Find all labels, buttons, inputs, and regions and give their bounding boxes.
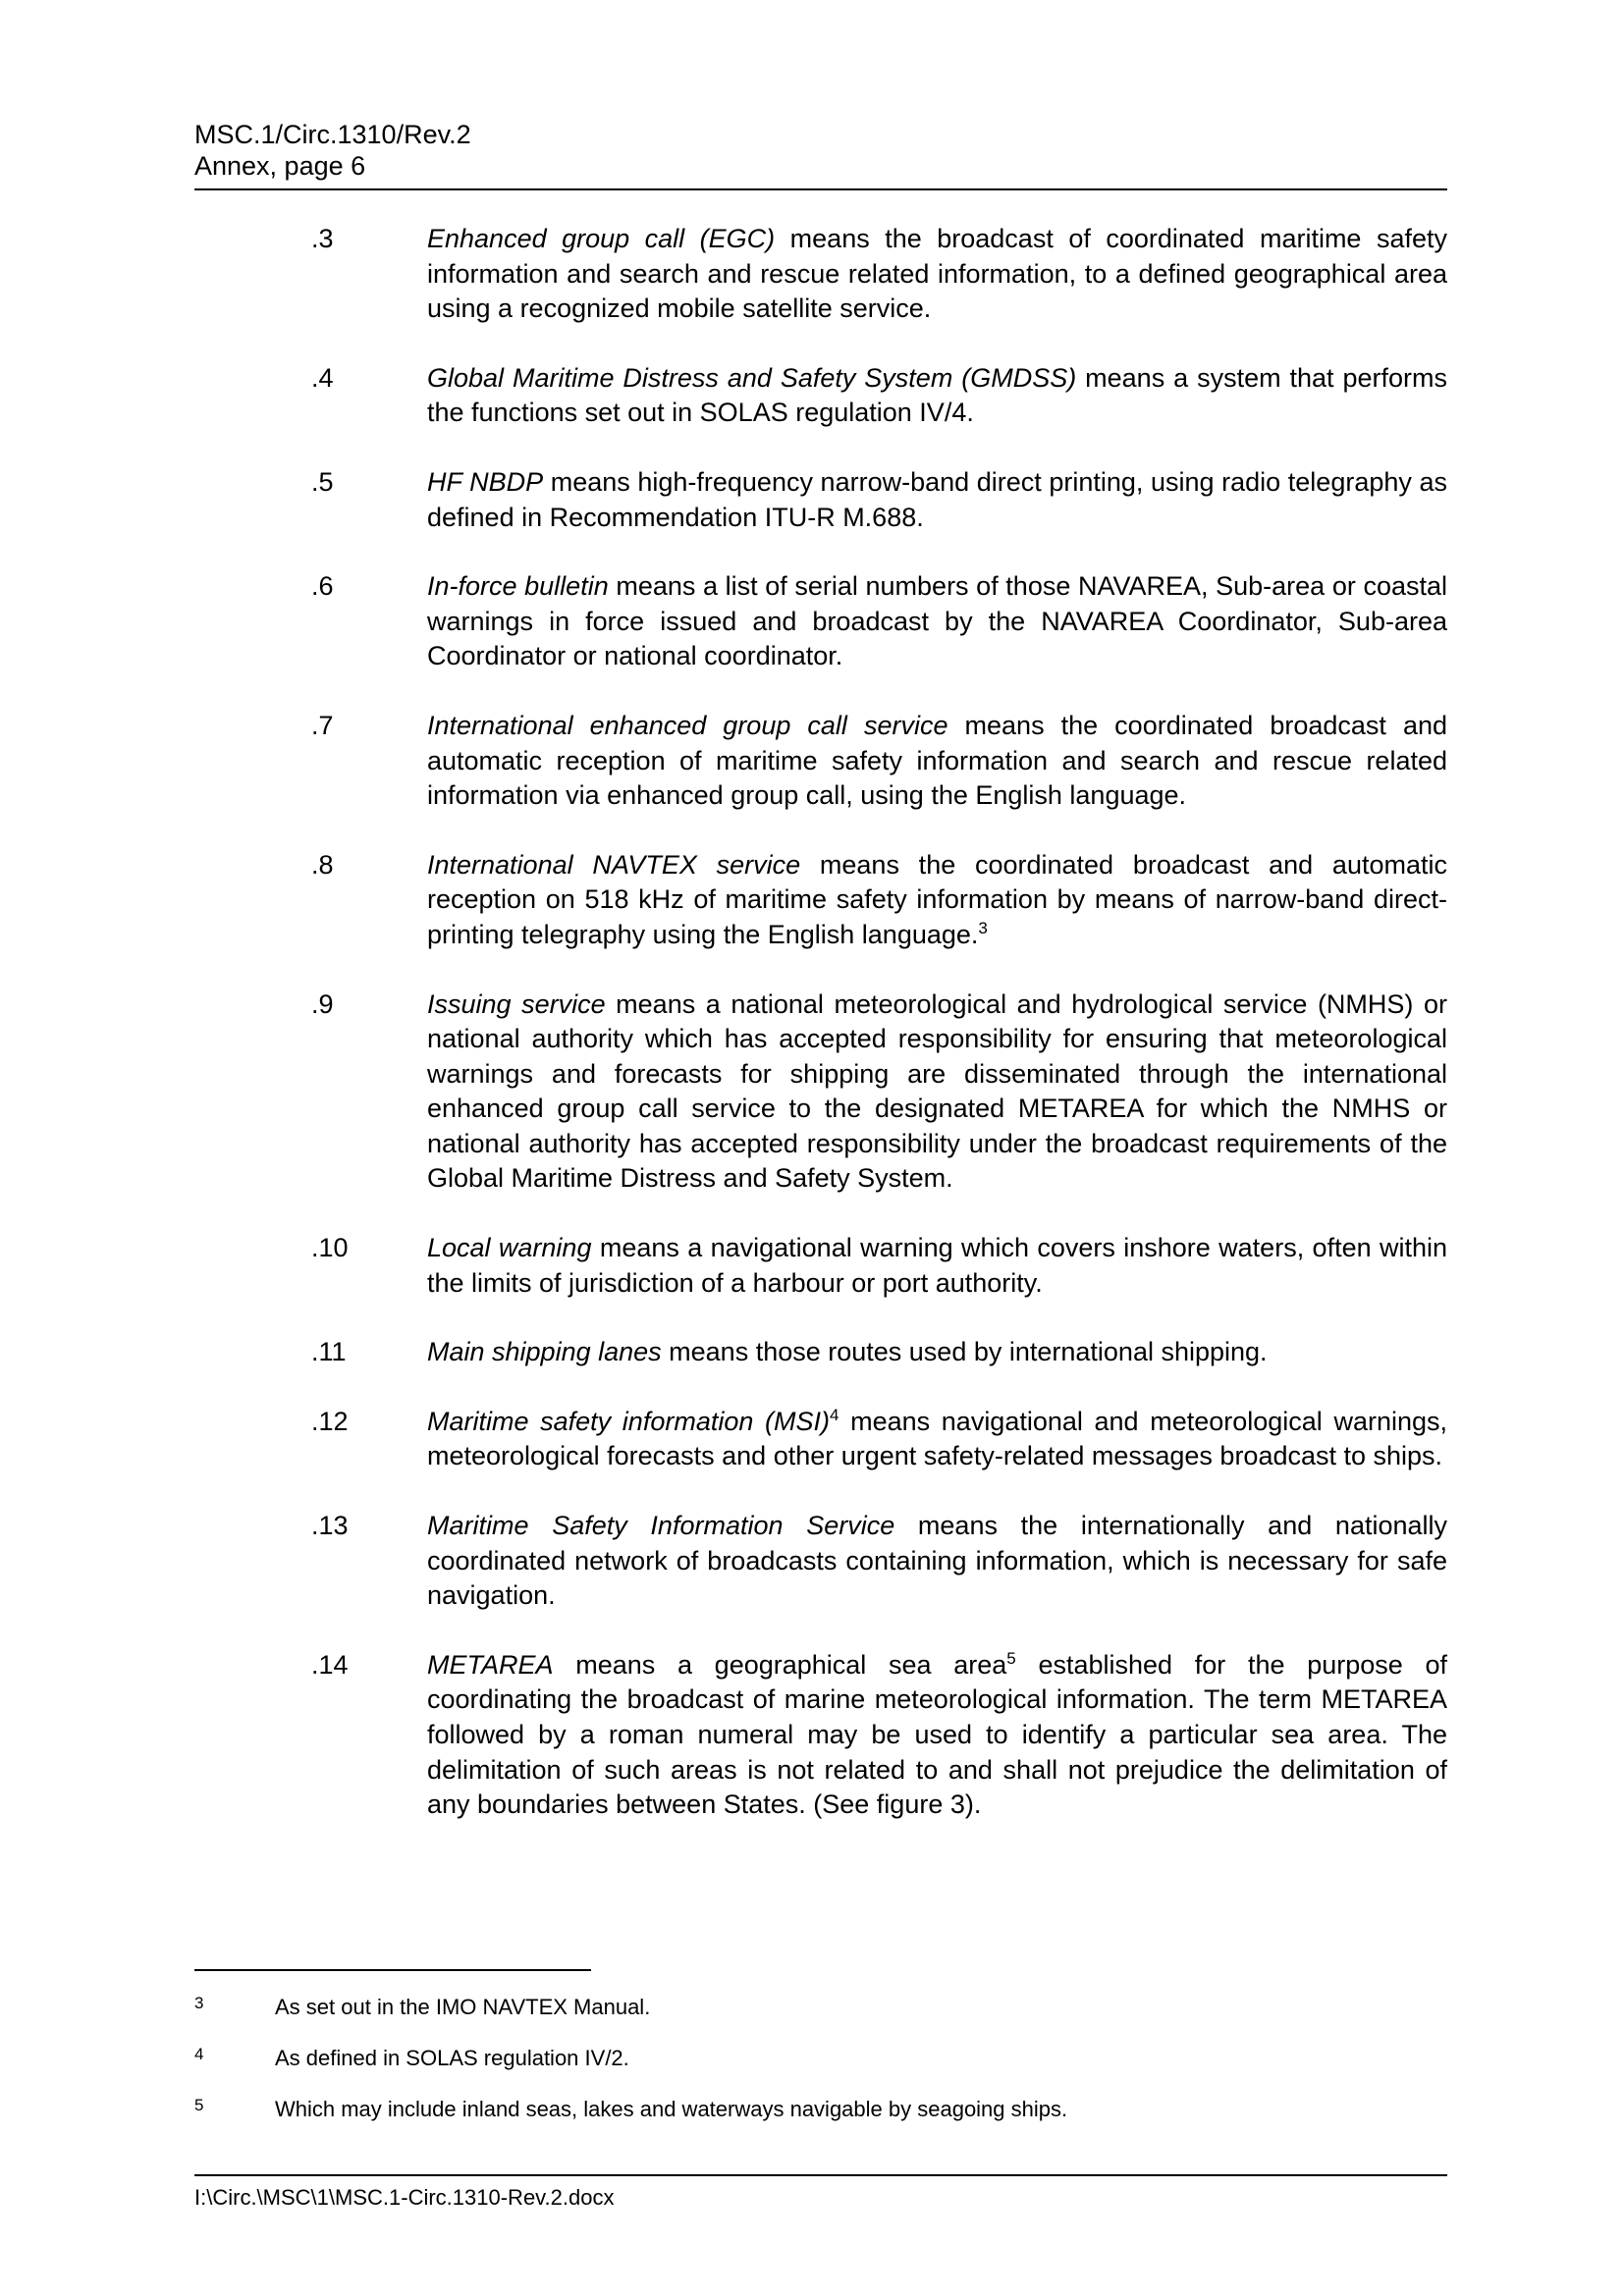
definition-term: METAREA bbox=[427, 1649, 554, 1680]
definition-body: means a navigational warning which covers inshore waters, often within the limits of jurisdiction of a harbour or port authority. bbox=[427, 1233, 1447, 1298]
definition-number: .3 bbox=[311, 224, 334, 253]
definition-text bbox=[427, 709, 1447, 814]
definition-text bbox=[427, 569, 1447, 674]
definition-item bbox=[194, 848, 1447, 953]
definition-body: means a national meteorological and hydrological service (NMHS) or national authority which has accepted responsibility for ensuring that meteorological warnings and forecasts for shipping are disseminated through the international enhanced group call service to the designated METAREA for which the NMHS or national authority has accepted responsibility under the broadcast requirements of the Global Maritime Distress and Safety System. bbox=[427, 988, 1447, 1194]
definition-term: Maritime Safety Information Service bbox=[427, 1511, 895, 1541]
definition-item bbox=[194, 569, 1447, 674]
definition-number: .4 bbox=[311, 362, 334, 393]
definition-text bbox=[427, 848, 1447, 953]
definition-item bbox=[194, 1648, 1447, 1823]
definition-text bbox=[427, 988, 1447, 1198]
definition-number: .13 bbox=[311, 1511, 349, 1541]
page-header bbox=[194, 119, 1447, 182]
definition-term: International NAVTEX service bbox=[427, 849, 801, 880]
definition-term: Local warning bbox=[427, 1233, 592, 1263]
definition-body-continued: means navigational and meteorological warnings, meteorological forecasts and other urgent safety-related messages broadcast to ships. bbox=[427, 1406, 1447, 1471]
definition-term: Global Maritime Distress and Safety System (GMDSS) bbox=[427, 362, 1077, 393]
definition-body: means a geographical sea area bbox=[553, 1649, 1007, 1680]
definition-text bbox=[427, 1405, 1447, 1474]
definition-text bbox=[427, 1648, 1447, 1823]
definition-term: Maritime safety information (MSI) bbox=[427, 1406, 830, 1436]
footnote-text: As defined in SOLAS regulation IV/2. bbox=[275, 2046, 629, 2070]
definition-number: .14 bbox=[311, 1649, 349, 1680]
definition-number: .10 bbox=[311, 1233, 349, 1263]
definition-text bbox=[427, 465, 1447, 535]
definition-item bbox=[194, 988, 1447, 1198]
definition-body: means the coordinated broadcast and automatic reception on 518 kHz of maritime safety information by means of narrow-band direct-printing telegraphy using the English language. bbox=[427, 849, 1447, 949]
definition-item bbox=[194, 1509, 1447, 1614]
footnote bbox=[194, 2046, 1447, 2071]
definition-body: means the broadcast of coordinated maritime safety information and search and rescue related information, to a defined geographical area using a recognized mobile satellite service. bbox=[427, 224, 1447, 324]
footnote bbox=[194, 2097, 1447, 2122]
definition-item bbox=[194, 361, 1447, 431]
footnote bbox=[194, 1995, 1447, 2020]
definition-item bbox=[194, 709, 1447, 814]
definition-text bbox=[427, 1335, 1447, 1370]
definition-number: .9 bbox=[311, 988, 334, 1019]
definition-term: In-force bulletin bbox=[427, 571, 609, 602]
definition-text bbox=[427, 222, 1447, 327]
definition-body: means a list of serial numbers of those NAVAREA, Sub-area or coastal warnings in force issued and broadcast by the NAVAREA Coordinator, Sub-area Coordinator or national coordinator. bbox=[427, 571, 1447, 671]
footnote-mark: 4 bbox=[194, 2045, 204, 2063]
definition-text bbox=[427, 1509, 1447, 1614]
definition-term: Main shipping lanes bbox=[427, 1337, 662, 1367]
footnote-text: As set out in the IMO NAVTEX Manual. bbox=[275, 1995, 651, 2019]
definition-body-continued: established for the purpose of coordinating the broadcast of marine meteorological information. The term METAREA followed by a roman numeral may be used to identify a particular sea area. The delimitation of such areas is not related to and shall not prejudice the delimitation of any boundaries between States. (See figure 3). bbox=[427, 1649, 1447, 1820]
definition-item bbox=[194, 465, 1447, 535]
footnote-reference[interactable]: 3 bbox=[978, 918, 988, 937]
definition-item bbox=[194, 222, 1447, 327]
header-divider bbox=[194, 188, 1447, 190]
definition-body: means a system that performs the functions set out in SOLAS regulation IV/4. bbox=[427, 362, 1447, 428]
definition-text bbox=[427, 1231, 1447, 1301]
page-label: Annex, page 6 bbox=[194, 151, 366, 181]
definition-item bbox=[194, 1231, 1447, 1301]
footnote-mark: 3 bbox=[194, 1994, 204, 2012]
definition-number: .5 bbox=[311, 466, 334, 497]
definition-number: .6 bbox=[311, 571, 334, 602]
definition-term: Enhanced group call (EGC) bbox=[427, 224, 776, 253]
definition-body: means high-frequency narrow-band direct printing, using radio telegraphy as defined in Recommendation ITU-R M.688. bbox=[427, 466, 1447, 532]
definitions-list bbox=[194, 222, 1447, 1857]
footnote-reference[interactable]: 5 bbox=[1006, 1648, 1016, 1668]
definition-item bbox=[194, 1405, 1447, 1474]
footnote-text: Which may include inland seas, lakes and waterways navigable by seagoing ships. bbox=[275, 2097, 1068, 2121]
definition-number: .12 bbox=[311, 1406, 349, 1436]
definition-term: Issuing service bbox=[427, 988, 606, 1019]
document-reference: MSC.1/Circ.1310/Rev.2 bbox=[194, 120, 471, 149]
footer-file-path: I:\Circ.\MSC\1\MSC.1-Circ.1310-Rev.2.docx bbox=[194, 2185, 615, 2210]
footnote-separator bbox=[194, 1969, 591, 1971]
definition-number: .8 bbox=[311, 849, 334, 880]
footnote-mark: 5 bbox=[194, 2096, 204, 2114]
definition-body: means the coordinated broadcast and automatic reception of maritime safety information and search and rescue related information via enhanced group call, using the English language. bbox=[427, 710, 1447, 811]
footnote-reference[interactable]: 4 bbox=[830, 1405, 839, 1424]
definition-term: International enhanced group call service bbox=[427, 710, 948, 740]
definition-body: means those routes used by international shipping. bbox=[661, 1337, 1268, 1367]
definition-term: HF NBDP bbox=[427, 466, 544, 497]
definition-number: .11 bbox=[311, 1337, 347, 1367]
definition-text bbox=[427, 361, 1447, 431]
definition-number: .7 bbox=[311, 710, 334, 740]
footer-divider bbox=[194, 2174, 1447, 2176]
definition-body: means the internationally and nationally coordinated network of broadcasts containing information, which is necessary for safe navigation. bbox=[427, 1511, 1447, 1611]
definition-item bbox=[194, 1335, 1447, 1370]
